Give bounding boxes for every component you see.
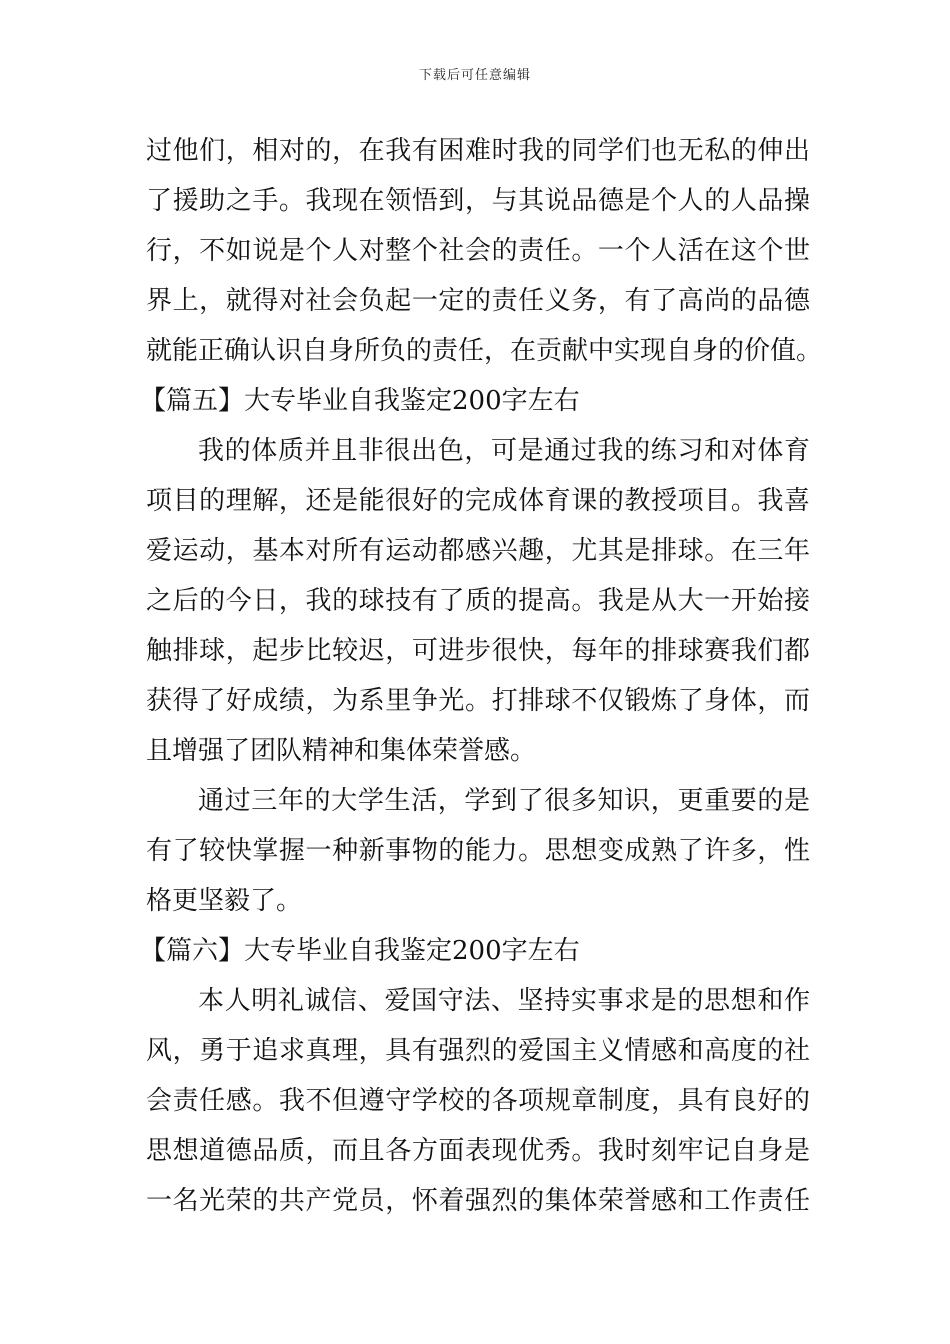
text-line: 获得了好成绩，为系里争光。打排球不仅锻炼了身体，而 — [146, 686, 810, 716]
page-header: 下载后可任意编辑 — [418, 68, 531, 83]
section-heading-six: 【篇六】大专毕业自我鉴定200字左右 — [140, 936, 580, 966]
text-line: 风，勇于追求真理，具有强烈的爱国主义情感和高度的社 — [146, 1036, 810, 1066]
text-line: 通过三年的大学生活，学到了很多知识，更重要的是 — [198, 786, 810, 816]
document-body — [140, 126, 823, 1226]
text-line: 本人明礼诚信、爱国守法、坚持实事求是的思想和作 — [198, 986, 810, 1016]
text-line: 了援助之手。我现在领悟到，与其说品德是个人的人品操 — [146, 186, 810, 216]
text-line: 行，不如说是个人对整个社会的责任。一个人活在这个世 — [146, 236, 810, 266]
text-line: 之后的今日，我的球技有了质的提高。我是从大一开始接 — [146, 586, 810, 616]
text-line: 过他们，相对的，在我有困难时我的同学们也无私的伸出 — [146, 136, 810, 166]
text-line: 界上，就得对社会负起一定的责任义务，有了高尚的品德 — [146, 286, 810, 316]
text-line: 就能正确认识自身所负的责任，在贡献中实现自身的价值。 — [146, 336, 823, 366]
text-line: 格更坚毅了。 — [146, 886, 303, 916]
text-line: 项目的理解，还是能很好的完成体育课的教授项目。我喜 — [146, 486, 810, 516]
text-line: 且增强了团队精神和集体荣誉感。 — [146, 736, 537, 766]
text-line: 触排球，起步比较迟，可进步很快，每年的排球赛我们都 — [146, 636, 810, 666]
text-line: 一名光荣的共产党员，怀着强烈的集体荣誉感和工作责任 — [146, 1186, 810, 1216]
text-line: 有了较快掌握一种新事物的能力。思想变成熟了许多，性 — [146, 836, 810, 866]
text-line: 思想道德品质，而且各方面表现优秀。我时刻牢记自身是 — [146, 1136, 810, 1166]
text-line: 会责任感。我不但遵守学校的各项规章制度，具有良好的 — [146, 1086, 810, 1116]
section-heading-five: 【篇五】大专毕业自我鉴定200字左右 — [140, 386, 580, 416]
text-line: 爱运动，基本对所有运动都感兴趣，尤其是排球。在三年 — [146, 536, 810, 566]
text-line: 我的体质并且非很出色，可是通过我的练习和对体育 — [198, 436, 810, 466]
